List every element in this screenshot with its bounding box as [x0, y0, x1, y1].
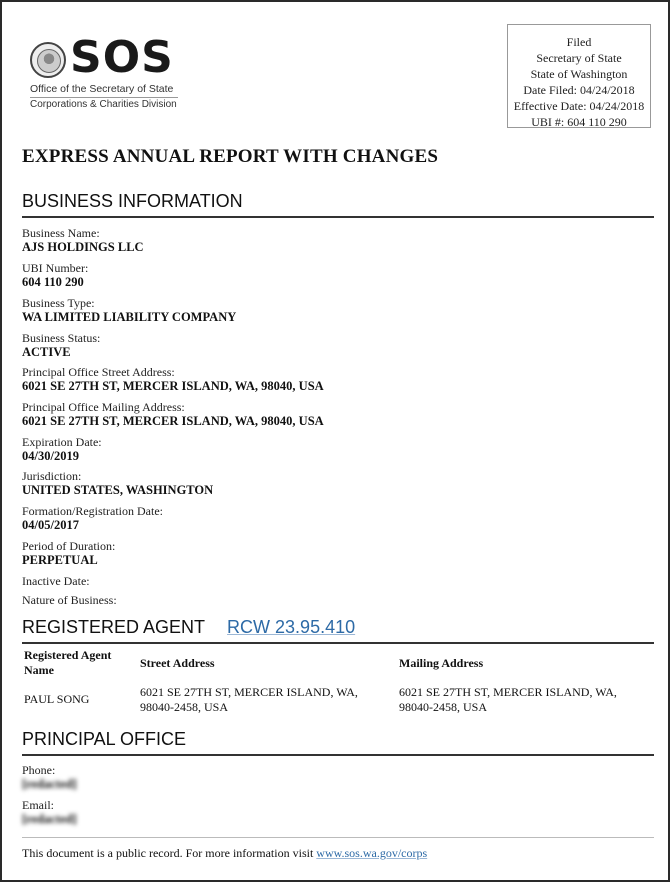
- field-value: UNITED STATES, WASHINGTON: [22, 483, 214, 497]
- footer-note: [22, 846, 427, 861]
- field-label: Business Type:: [22, 296, 95, 310]
- registered-agent-header: [22, 616, 654, 644]
- stamp-line: Secretary of State: [536, 51, 622, 65]
- field-period-of-duration: [22, 539, 115, 568]
- field-value: PERPETUAL: [22, 553, 98, 567]
- agent-name-cell: PAUL SONG: [24, 692, 90, 706]
- field-label: Nature of Business:: [22, 593, 117, 607]
- state-seal-icon: [30, 42, 66, 78]
- field-value: 6021 SE 27TH ST, MERCER ISLAND, WA, 98040, USA: [22, 414, 324, 428]
- filed-stamp: [507, 24, 651, 128]
- field-label: UBI Number:: [22, 261, 89, 275]
- field-label: Jurisdiction:: [22, 469, 82, 483]
- field-label: Business Name:: [22, 226, 100, 240]
- logo-wordmark: SOS: [70, 32, 174, 83]
- principal-office-header: PRINCIPAL OFFICE: [22, 728, 654, 756]
- address-line: 6021 SE 27TH ST, MERCER ISLAND, WA,: [140, 685, 358, 699]
- phone-value-redacted: [redacted]: [22, 777, 77, 791]
- field-value: 604 110 290: [22, 275, 84, 289]
- logo-office-name: Office of the Secretary of State: [30, 83, 174, 95]
- address-line: 6021 SE 27TH ST, MERCER ISLAND, WA,: [399, 685, 617, 699]
- field-label: Period of Duration:: [22, 539, 116, 553]
- email-value-redacted: [redacted]: [22, 812, 77, 826]
- field-nature-of-business: [22, 593, 117, 607]
- field-label: Business Status:: [22, 331, 101, 345]
- registered-agent-title: REGISTERED AGENT: [22, 617, 206, 637]
- field-value: ACTIVE: [22, 345, 71, 359]
- field-label: Principal Office Street Address:: [22, 365, 175, 379]
- rcw-link[interactable]: RCW 23.95.410: [227, 617, 356, 637]
- field-ubi-number: [22, 261, 88, 290]
- field-label: Formation/Registration Date:: [22, 504, 163, 518]
- field-value: AJS HOLDINGS LLC: [22, 240, 144, 254]
- stamp-line: Filed: [566, 35, 592, 49]
- field-business-name: [22, 226, 144, 255]
- column-header-street-address: Street Address: [140, 656, 215, 670]
- field-expiration-date: [22, 435, 102, 464]
- stamp-line: State of Washington: [530, 67, 628, 81]
- field-value: 04/30/2019: [22, 449, 79, 463]
- logo-division-name: Corporations & Charities Division: [30, 99, 177, 110]
- field-label: Inactive Date:: [22, 574, 90, 588]
- column-header-line: Registered Agent: [24, 648, 112, 662]
- field-jurisdiction: [22, 469, 213, 498]
- column-header-agent-name: [24, 648, 134, 678]
- logo-divider: [30, 97, 178, 98]
- field-label: Email:: [22, 798, 54, 812]
- business-information-header: BUSINESS INFORMATION: [22, 190, 654, 218]
- field-principal-mailing-address: [22, 400, 324, 429]
- field-business-status: [22, 331, 100, 360]
- field-phone: [22, 763, 77, 792]
- field-email: [22, 798, 77, 827]
- column-header-line: Name: [24, 663, 54, 677]
- field-business-type: [22, 296, 236, 325]
- field-label: Principal Office Mailing Address:: [22, 400, 185, 414]
- field-value: 04/05/2017: [22, 518, 79, 532]
- footer-divider: [22, 837, 654, 838]
- agent-street-address-cell: [140, 685, 358, 715]
- field-principal-street-address: [22, 365, 324, 394]
- footer-link[interactable]: www.sos.wa.gov/corps: [316, 846, 428, 860]
- stamp-effective-date: Effective Date: 04/24/2018: [513, 99, 645, 113]
- field-formation-date: [22, 504, 163, 533]
- stamp-date-filed: Date Filed: 04/24/2018: [523, 83, 635, 97]
- agent-mailing-address-cell: [399, 685, 617, 715]
- address-line: 98040-2458, USA: [140, 700, 229, 714]
- field-inactive-date: [22, 574, 90, 588]
- field-label: Phone:: [22, 763, 56, 777]
- field-value: 6021 SE 27TH ST, MERCER ISLAND, WA, 98040, USA: [22, 379, 324, 393]
- column-header-mailing-address: Mailing Address: [399, 656, 484, 670]
- stamp-ubi: UBI #: 604 110 290: [531, 115, 627, 129]
- sos-logo: [28, 32, 188, 112]
- document-title: EXPRESS ANNUAL REPORT WITH CHANGES: [22, 146, 439, 167]
- field-value: WA LIMITED LIABILITY COMPANY: [22, 310, 237, 324]
- field-label: Expiration Date:: [22, 435, 102, 449]
- address-line: 98040-2458, USA: [399, 700, 488, 714]
- footer-text: This document is a public record. For more information visit: [22, 846, 317, 860]
